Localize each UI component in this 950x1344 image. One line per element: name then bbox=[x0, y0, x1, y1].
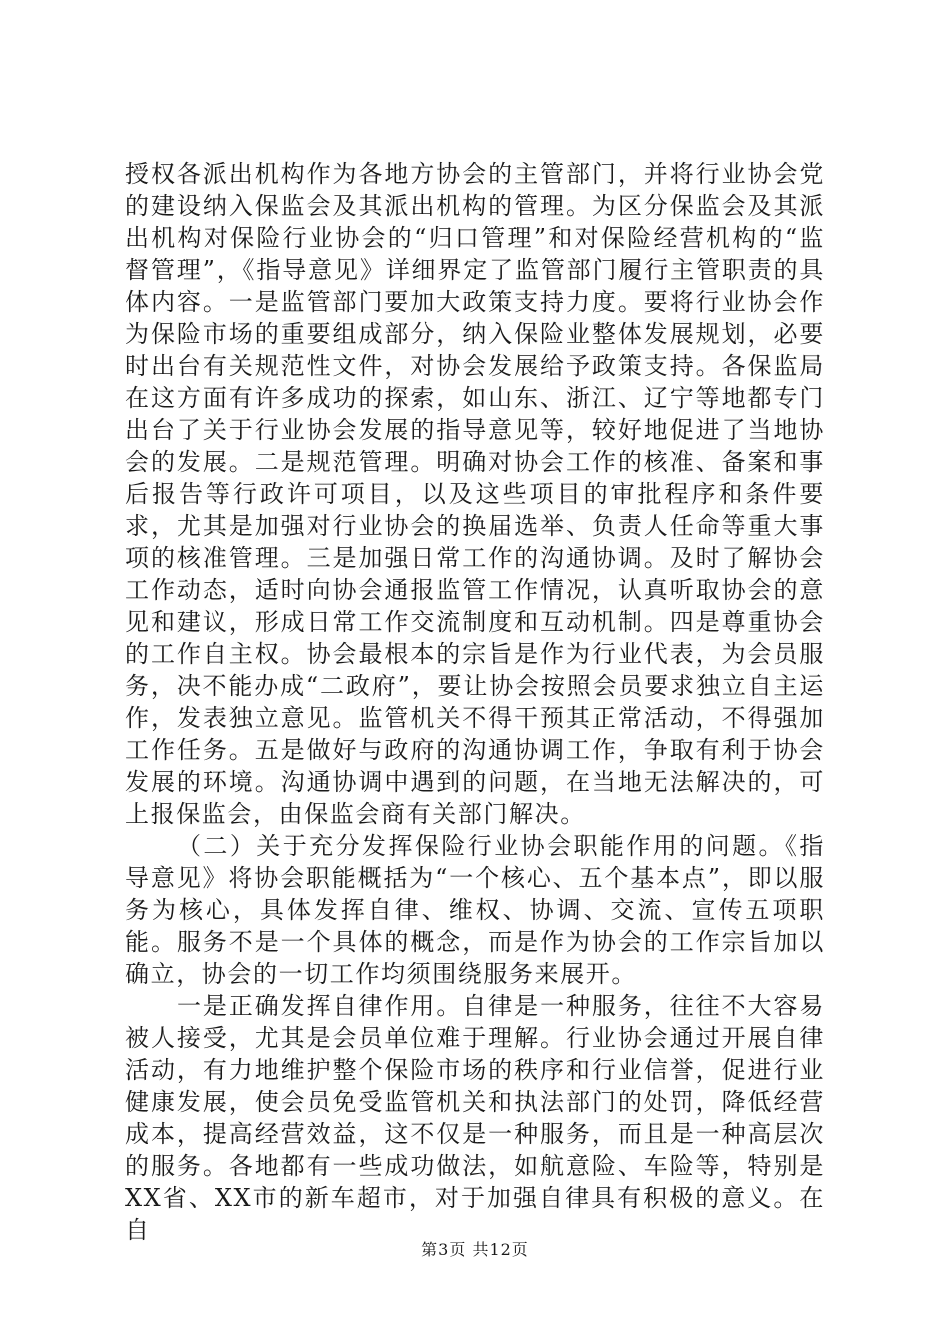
paragraph-continued: 授权各派出机构作为各地方协会的主管部门，并将行业协会党的建设纳入保监会及其派出机构的管理。为区分保监会及其派出机构对保险行业协会的“归口管理”和对保险经营机构的“监督管理”，《指导意见》详细界定了监管部门履行主管职责的具体内容。一是监管部门要加大政策支持力度。要将行业协会作为保险市场的重要组成部分，纳入保险业整体发展规划，必要时出台有关规范性文件，对协会发展给予政策支持。各保监局在这方面有许多成功的探索，如山东、浙江、辽宁等地都专门出台了关于行业协会发展的指导意见等，较好地促进了当地协会的发展。二是规范管理。明确对协会工作的核准、备案和事后报告等行政许可项目，以及这些项目的审批程序和条件要求，尤其是加强对行业协会的换届选举、负责人任命等重大事项的核准管理。三是加强日常工作的沟通协调。及时了解协会工作动态，适时向协会通报监管工作情况，认真听取协会的意见和建议，形成日常工作交流制度和互动机制。四是尊重协会的工作自主权。协会最根本的宗旨是作为行业代表，为会员服务，决不能办成“二政府”，要让协会按照会员要求独立自主运作，发表独立意见。监管机关不得干预其正常活动，不得强加工作任务。五是做好与政府的沟通协调工作，争取有利于协会发展的环境。沟通协调中遇到的问题，在当地无法解决的，可上报保监会，由保监会商有关部门解决。 bbox=[125, 160, 825, 828]
page-number-footer: 第3页 共12页 bbox=[421, 1240, 529, 1259]
document-body bbox=[125, 158, 825, 1246]
paragraph-section-two: （二）关于充分发挥保险行业协会职能作用的问题。《指导意见》将协会职能概括为“一个核心、五个基本点”，即以服务为核心，具体发挥自律、维权、协调、交流、宣传五项职能。服务不是一个具体的概念，而是作为协会的工作宗旨加以确立，协会的一切工作均须围绕服务来展开。 bbox=[125, 832, 825, 988]
paragraph-self-discipline: 一是正确发挥自律作用。自律是一种服务，往往不大容易被人接受，尤其是会员单位难于理解。行业协会通过开展自律活动，有力地维护整个保险市场的秩序和行业信誉，促进行业健康发展，使会员免受监管机关和执法部门的处罚，降低经营成本，提高经营效益，这不仅是一种服务，而且是一种高层次的服务。各地都有一些成功做法，如航意险、车险等，特别是XX省、XX市的新车超市，对于加强自律具有积极的意义。在自 bbox=[125, 992, 825, 1244]
